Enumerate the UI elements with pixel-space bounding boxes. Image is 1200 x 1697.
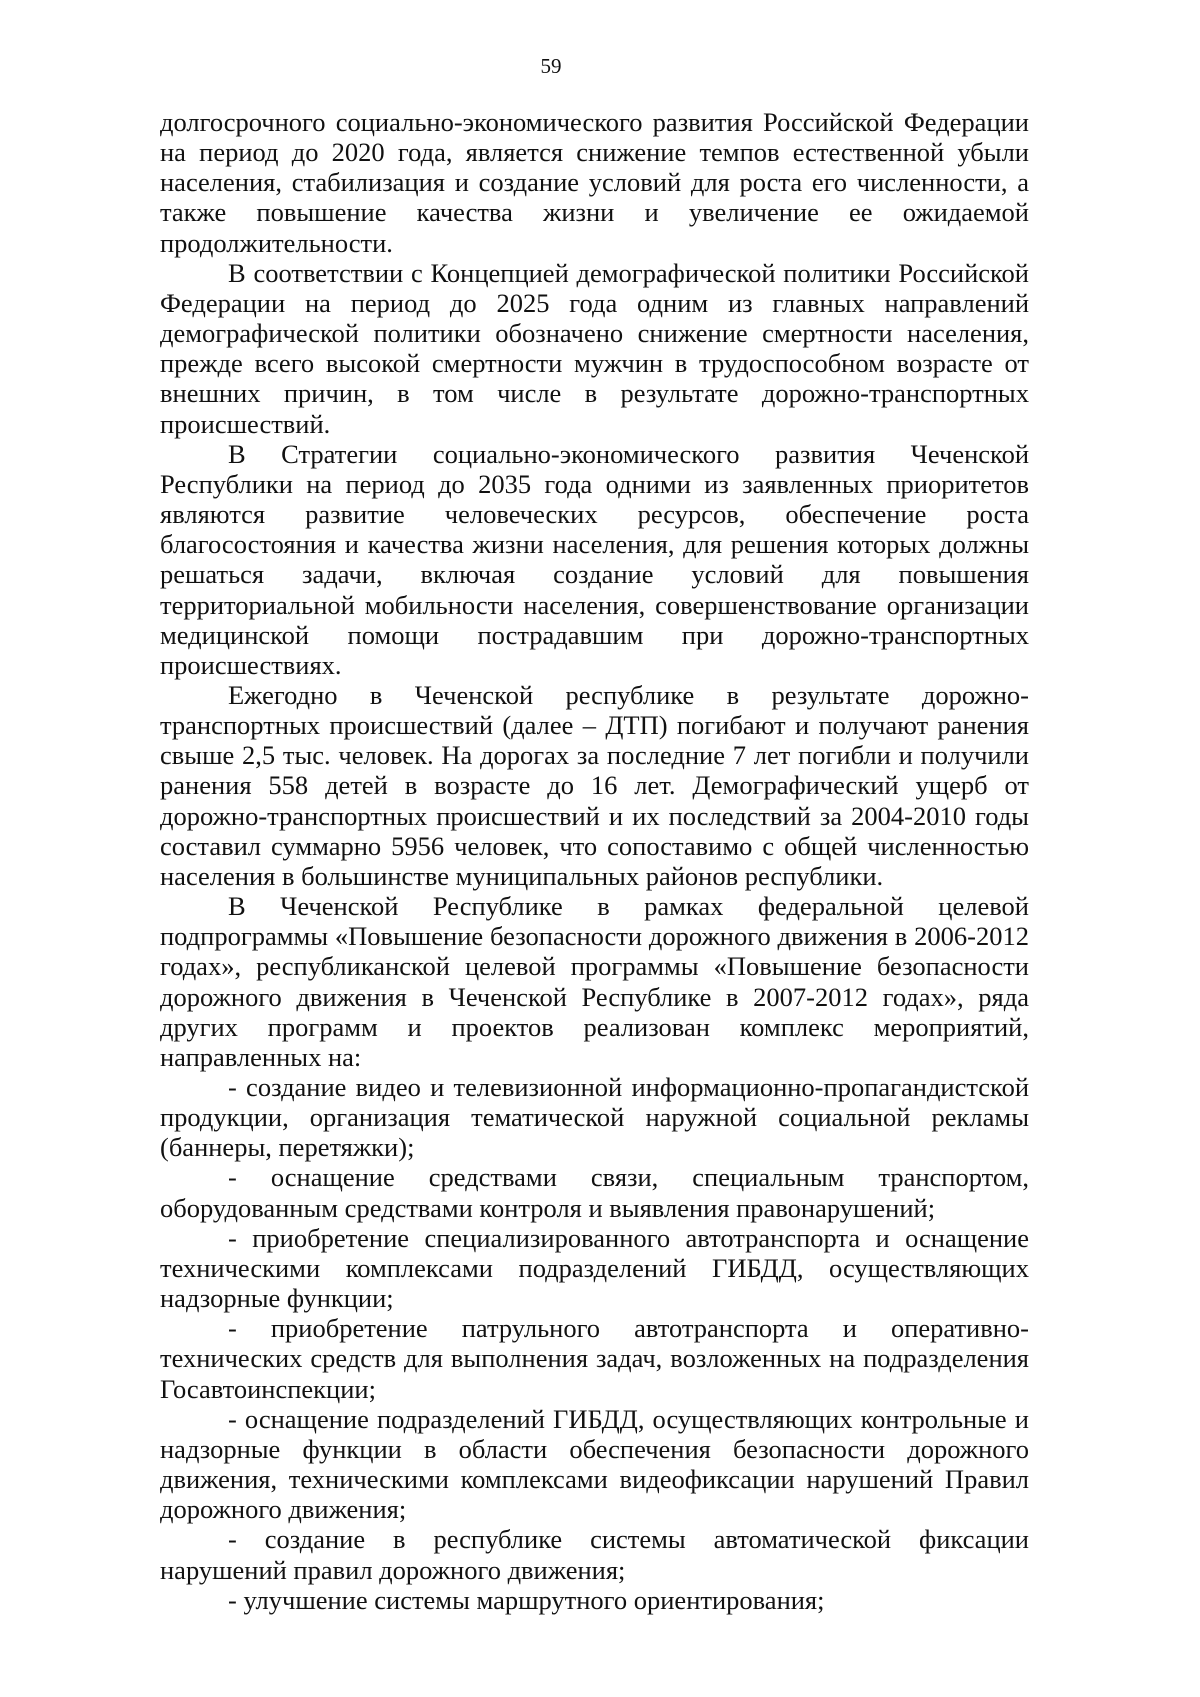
list-item: - создание в республике системы автоматической фиксации нарушений правил дорожного движения; [160, 1524, 1029, 1585]
page-number: 59 [540, 54, 562, 78]
list-item: - создание видео и телевизионной информационно-пропагандистской продукции, организация тематической наружной социальной рекламы (баннеры, перетяжки); [160, 1072, 1029, 1163]
paragraph-programs: В Чеченской Республике в рамках федеральной целевой подпрограммы «Повышение безопасности дорожного движения в 2006-2012 годах», республиканской целевой программы «Повышение безопасности дорожного движения в Чеченской Республике в 2007-2012 годах», ряда других программ и проектов реализован комплекс мероприятий, направленных на: [160, 891, 1029, 1072]
paragraph-demographic-concept: В соответствии с Концепцией демографической политики Российской Федерации на период до 2025 года одним из главных направлений демографической политики обозначено снижение смертности населения, прежде всего высокой смертности мужчин в трудоспособном возрасте от внешних причин, в том числе в результате дорожно-транспортных происшествий. [160, 257, 1029, 439]
paragraph-strategy: В Стратегии социально-экономического развития Чеченской Республики на период до 2035 года одними из заявленных приоритетов являются развитие человеческих ресурсов, обеспечение роста благосостояния и качества жизни населения, для решения которых должны решаться задачи, включая создание условий для повышения территориальной мобильности населения, совершенствование организации медицинской помощи пострадавшим при дорожно-транспортных происшествиях. [160, 438, 1029, 680]
list-item: - приобретение патрульного автотранспорта и оперативно-технических средств для выполнения задач, возложенных на подразделения Госавтоинспекции; [160, 1313, 1029, 1404]
paragraph-accident-statistics: Ежегодно в Чеченской республике в результате дорожно-транспортных происшествий (далее – ДТП) погибают и получают ранения свыше 2,5 тыс. человек. На дорогах за последние 7 лет погибли и получили ранения 558 детей в возрасте до 16 лет. Демографический ущерб от дорожно-транспортных происшествий и их последствий за 2004-2010 годы составил суммарно 5956 человек, что сопоставимо с общей численностью населения в большинстве муниципальных районов республики. [160, 679, 1029, 891]
list-item: - приобретение специализированного автотранспорта и оснащение техническими комплексами подразделений ГИБДД, осуществляющих надзорные функции; [160, 1222, 1029, 1314]
list-item: - оснащение подразделений ГИБДД, осуществляющих контрольные и надзорные функции в области обеспечения безопасности дорожного движения, техническими комплексами видеофиксации нарушений Правил дорожного движения; [160, 1403, 1029, 1525]
list-item: - оснащение средствами связи, специальным транспортом, оборудованным средствами контроля и выявления правонарушений; [160, 1162, 1029, 1223]
list-item: - улучшение системы маршрутного ориентирования; [228, 1584, 825, 1615]
paragraph-continuation: долгосрочного социально-экономического развития Российской Федерации на период до 2020 года, является снижение темпов естественной убыли населения, стабилизация и создание условий для роста его численности, а также повышение качества жизни и увеличение ее ожидаемой продолжительности. [160, 107, 1029, 258]
document-body [160, 107, 1029, 1615]
